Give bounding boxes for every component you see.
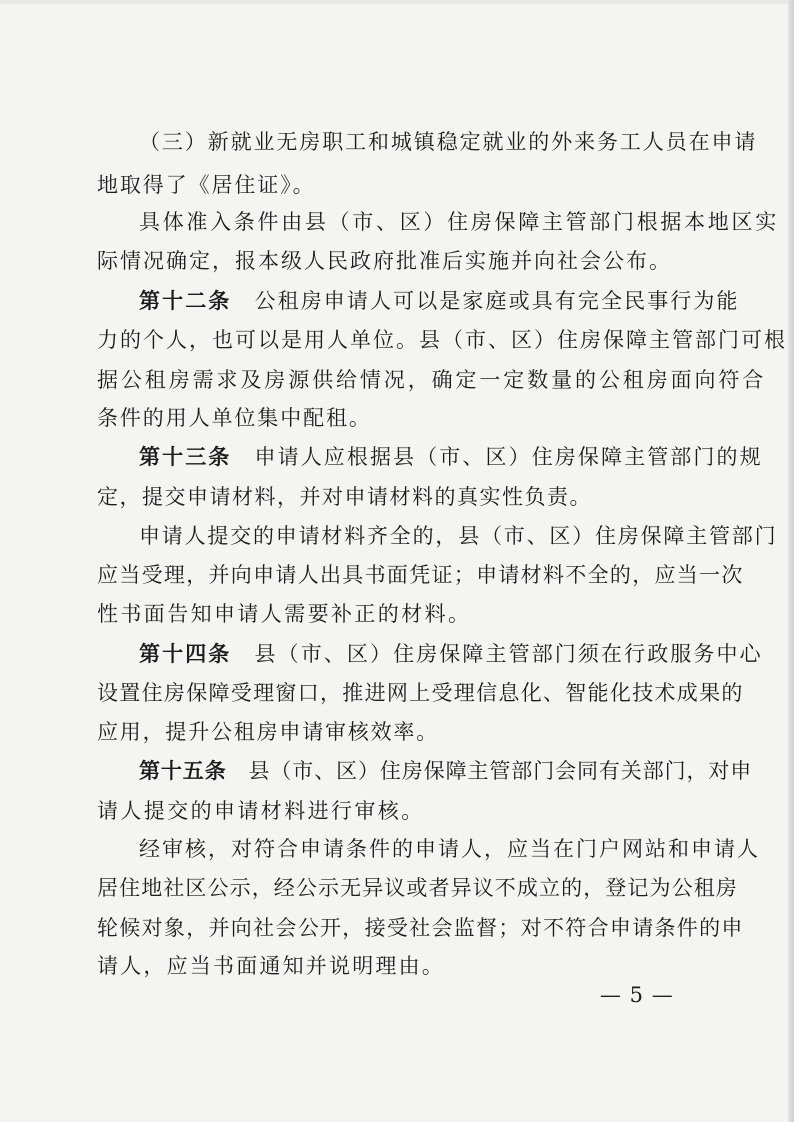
article-14-line [139,638,763,670]
article-12-line [139,285,740,317]
paragraph-line: 据公租房需求及房源供给情况，确定一定数量的公租房面向符合 [97,368,767,392]
paragraph-line: 居住地社区公示，经公示无异议或者异议不成立的，登记为公租房 [97,876,738,900]
paragraph-line: 具体准入条件由县（市、区）住房保障主管部门根据本地区实 [139,210,779,234]
paragraph-line: 轮候对象，并向社会公开，接受社会监督；对不符合申请条件的申 [97,916,744,940]
article-13-heading: 第十三条 [139,445,232,469]
article-15-text: 县（市、区）住房保障主管部门会同有关部门，对申 [226,759,753,783]
paragraph-line: 际情况确定，报本级人民政府批准后实施并向社会公布。 [97,249,672,273]
article-15-heading: 第十五条 [139,759,227,783]
article-14-text: 县（市、区）住房保障主管部门须在行政服务中心 [231,642,763,666]
paragraph-line: 请人提交的申请材料进行审核。 [97,799,425,823]
paragraph-line: 地取得了《居住证》。 [97,173,316,197]
paragraph-line: 申请人提交的申请材料齐全的，县（市、区）住房保障主管部门 [139,524,778,548]
paragraph-line: 条件的用人单位集中配租。 [97,406,372,430]
article-14-heading: 第十四条 [139,642,232,666]
article-12-heading: 第十二条 [139,289,232,313]
article-13-text: 申请人应根据县（市、区）住房保障主管部门的规 [231,445,763,469]
paragraph-line: 请人，应当书面通知并说明理由。 [97,954,445,978]
paragraph-line: 应用，提升公租房申请审核效率。 [97,720,439,744]
paragraph-line: 应当受理，并向申请人出具书面凭证；申请材料不全的，应当一次 [97,563,744,587]
paragraph-line: 力的个人，也可以是用人单位。县（市、区）住房保障主管部门可根 [97,328,787,352]
article-13-line [139,441,763,473]
page-number: — 5 — [600,983,674,1007]
paragraph-line: （三）新就业无房职工和城镇稳定就业的外来务工人员在申请 [139,130,758,154]
article-15-line [139,755,753,787]
paragraph-line: 设置住房保障受理窗口，推进网上受理信息化、智能化技术成果的 [97,681,744,705]
article-12-text: 公租房申请人可以是家庭或具有完全民事行为能 [231,289,740,313]
paragraph-line: 性书面告知申请人需要补正的材料。 [97,602,472,626]
paragraph-line: 定，提交申请材料，并对申请材料的真实性负责。 [97,485,592,509]
paragraph-line: 经审核，对符合申请条件的申请人，应当在门户网站和申请人 [139,837,760,861]
